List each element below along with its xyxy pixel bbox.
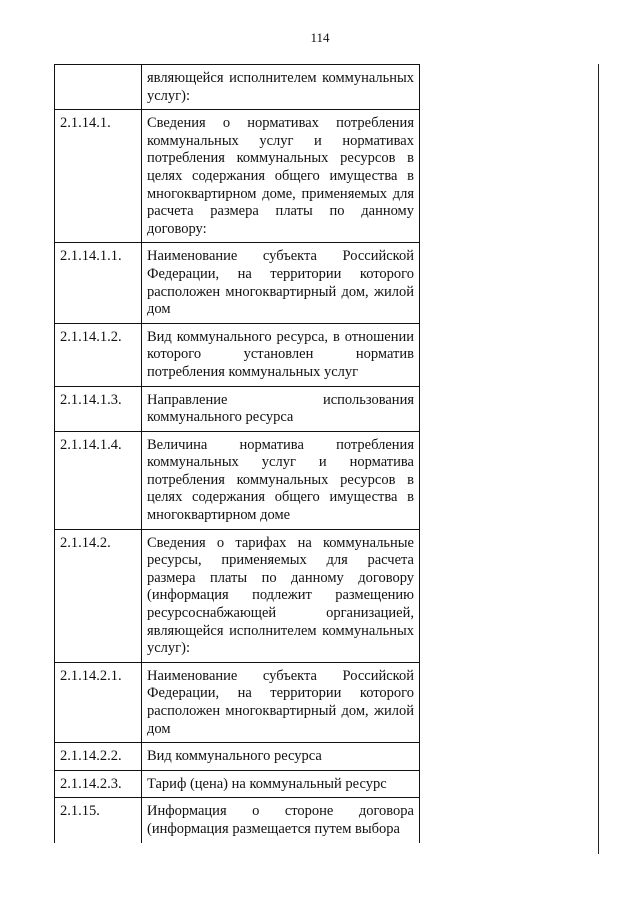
row-text: Вид коммунального ресурса, в отношении которого установлен норматив потребления коммунальных услуг [142, 323, 420, 386]
row-text: Сведения о нормативах потребления коммунальных услуг и нормативах потребления коммунальных ресурсов в целях содержания общего имущества в многоквартирном доме, применяемых для расчета размера платы по данному договору: [142, 110, 420, 243]
table-row [55, 743, 420, 771]
row-number: 2.1.14.1.1. [55, 243, 142, 323]
row-number: 2.1.15. [55, 798, 142, 843]
table-row [55, 386, 420, 431]
row-text: являющейся исполнителем коммунальных услуг): [142, 65, 420, 110]
table-row [55, 770, 420, 798]
row-text: Направление использования коммунального ресурса [142, 386, 420, 431]
document-table [54, 64, 420, 843]
row-text: Тариф (цена) на коммунальный ресурс [142, 770, 420, 798]
row-text: Величина норматива потребления коммунальных услуг и норматива потребления коммунальных ресурсов в целях содержания общего имущества в многоквартирном доме [142, 431, 420, 529]
row-text: Информация о стороне договора (информация размещается путем выбора [142, 798, 420, 843]
table-row [55, 798, 420, 843]
table-row [55, 65, 420, 110]
row-number: 2.1.14.2.3. [55, 770, 142, 798]
right-margin-line [598, 64, 599, 854]
table-row [55, 243, 420, 323]
row-text: Наименование субъекта Российской Федерации, на территории которого расположен многоквартирный дом, жилой дом [142, 243, 420, 323]
row-text: Наименование субъекта Российской Федерации, на территории которого расположен многоквартирный дом, жилой дом [142, 662, 420, 742]
row-number: 2.1.14.1.2. [55, 323, 142, 386]
row-number: 2.1.14.1.4. [55, 431, 142, 529]
row-number: 2.1.14.2.2. [55, 743, 142, 771]
table-row [55, 662, 420, 742]
row-text: Вид коммунального ресурса [142, 743, 420, 771]
row-number: 2.1.14.1.3. [55, 386, 142, 431]
row-number: 2.1.14.1. [55, 110, 142, 243]
page-number: 114 [310, 30, 330, 45]
table-row [55, 529, 420, 662]
row-text: Сведения о тарифах на коммунальные ресурсы, применяемых для расчета размера платы по данному договору (информация подлежит размещению ресурсоснабжающей организацией, являющейся исполнителем коммунальных услуг): [142, 529, 420, 662]
table-row [55, 323, 420, 386]
row-number: 2.1.14.2.1. [55, 662, 142, 742]
row-number [55, 65, 142, 110]
table-row [55, 110, 420, 243]
row-number: 2.1.14.2. [55, 529, 142, 662]
table-row [55, 431, 420, 529]
